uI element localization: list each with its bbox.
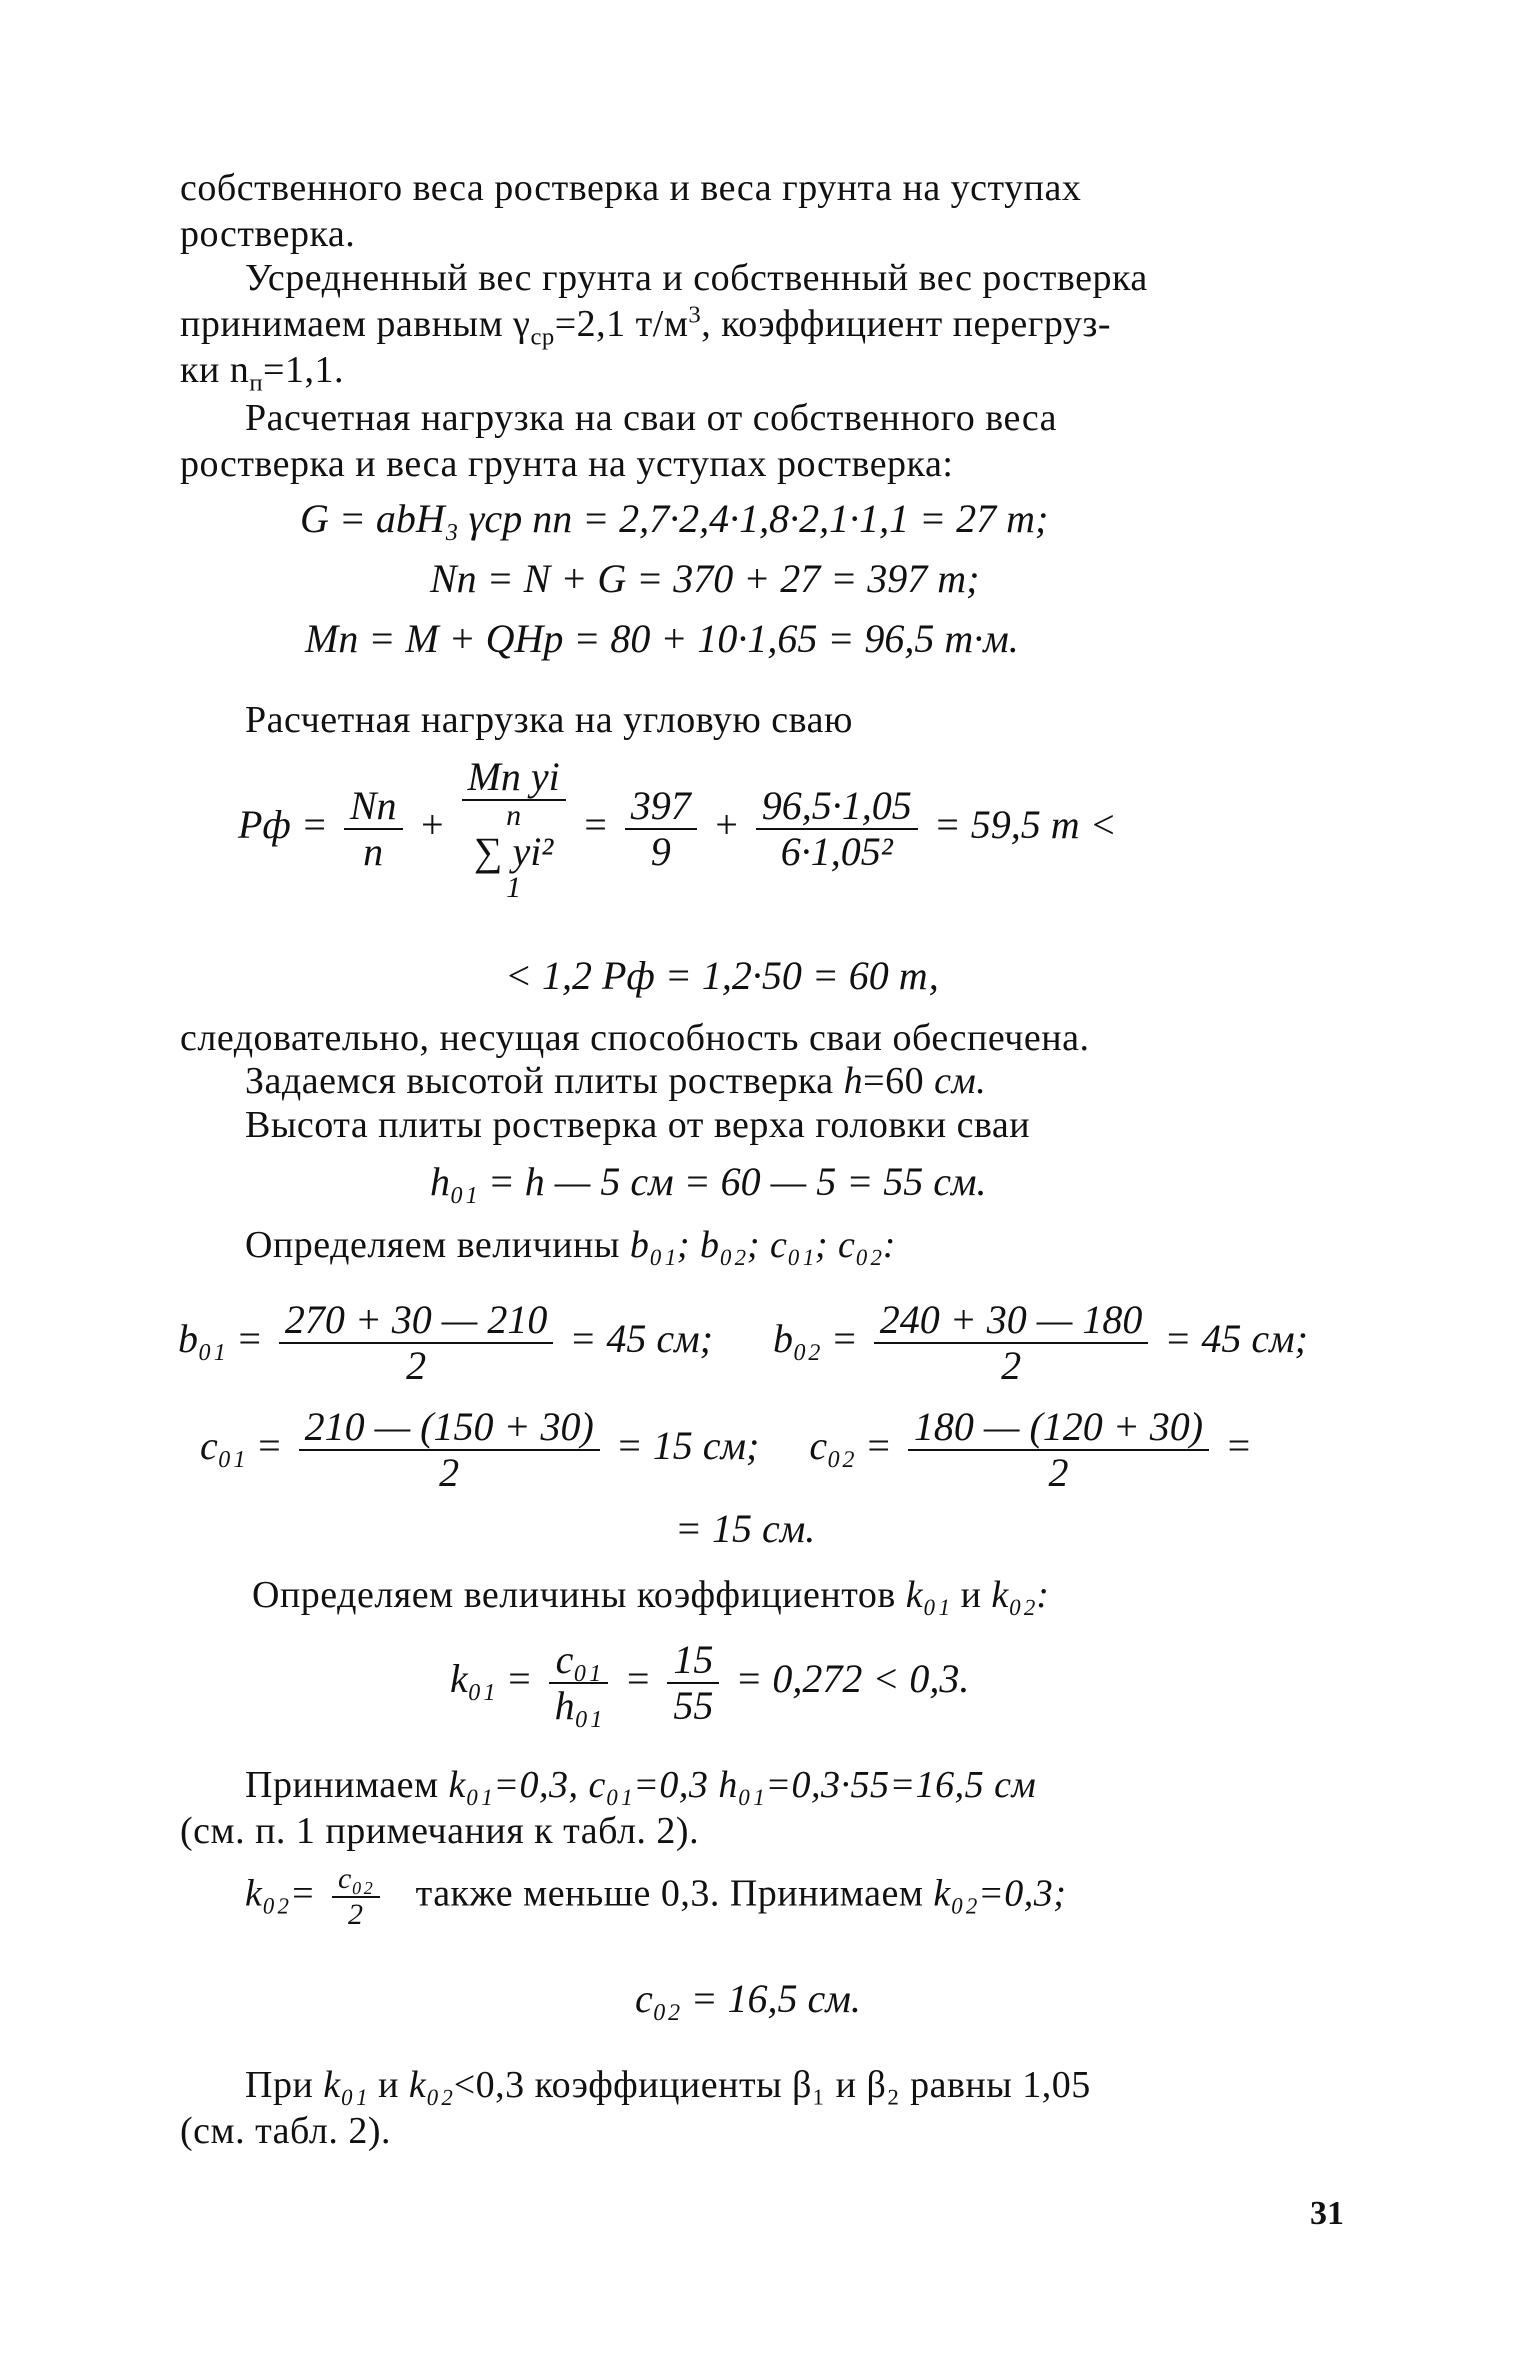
formula-part: = 45 см; [1164, 1316, 1308, 1362]
formula-part: k₀₁ = [450, 1656, 533, 1702]
paragraph-line: Усредненный вес грунта и собственный вес ростверка [245, 257, 1148, 299]
formula-part: + [712, 802, 740, 848]
subscript: ср [530, 323, 555, 351]
paragraph-line [245, 1862, 1066, 1932]
formula-part: = [581, 802, 609, 848]
numerator: 397 [625, 784, 697, 830]
formula-part: b₀₁ = [178, 1316, 263, 1362]
paragraph-line [245, 1058, 986, 1104]
sum-lower: 1 [506, 871, 522, 904]
paragraph-line: Расчетная нагрузка на угловую сваю [245, 699, 853, 741]
paragraph-line: Расчетная нагрузка на сваи от собственного веса [245, 397, 1058, 439]
fraction [908, 1405, 1209, 1495]
numerator: 15 [667, 1638, 719, 1684]
text-run: Определяем величины [245, 1224, 630, 1266]
fraction [667, 1638, 719, 1728]
fraction [279, 1298, 554, 1388]
fraction [299, 1405, 600, 1495]
text-run: k₀₂: [991, 1574, 1050, 1616]
formula-c02-continued: = 15 см. [675, 1506, 816, 1551]
text-run: и [368, 2064, 409, 2106]
formula-part: c₀₁ = [200, 1423, 283, 1469]
fraction [344, 784, 403, 874]
text-run: Задаемся высотой плиты ростверка [245, 1060, 844, 1102]
fraction [756, 784, 918, 874]
formula-G: G = abH₃ γср nп = 2,7·2,4·1,8·2,1·1,1 = 27 т; [300, 496, 1049, 541]
text-run: При [245, 2064, 324, 2106]
formula-part: + [418, 802, 446, 848]
text-run: k₀₁ [905, 1574, 951, 1616]
formula-Pf-continued: < 1,2 Pф = 1,2·50 = 60 т, [505, 953, 939, 998]
formula-b01-b02 [178, 1298, 1308, 1388]
text-run: также меньше 0,3. Принимаем [415, 1872, 934, 1915]
numerator: Nп [344, 784, 403, 830]
denominator: h₀₁ [554, 1683, 603, 1728]
text-run: <0,3 коэффициенты β₁ и β₂ равны 1,05 [453, 2064, 1091, 2106]
text-run: Принимаем [245, 1764, 449, 1806]
text-run: и [950, 1574, 992, 1616]
numerator: 96,5·1,05 [756, 784, 918, 830]
denominator: n [363, 829, 384, 874]
sum-symbol [474, 801, 553, 903]
denominator: 2 [1001, 1343, 1022, 1388]
paragraph-line [180, 301, 1111, 351]
text-run: h [843, 1060, 864, 1102]
fraction [549, 1638, 609, 1728]
paragraph-line [180, 347, 344, 397]
formula-Nn: Nп = N + G = 370 + 27 = 397 т; [430, 556, 980, 601]
numerator: c₀₁ [549, 1638, 609, 1684]
text-run: см. [934, 1060, 987, 1102]
formula-part: = 15 см; [615, 1423, 760, 1469]
text-run: ки n [180, 349, 250, 391]
sum-upper: n [506, 799, 522, 832]
page-number: 31 [1310, 2195, 1344, 2232]
formula-part: = 59,5 т < [933, 802, 1117, 848]
formula-part: = 0,272 < 0,3. [735, 1656, 970, 1702]
text-run: k₀₂=0,3; [933, 1872, 1067, 1915]
paragraph-line [252, 1572, 1049, 1618]
subscript: п [249, 369, 264, 397]
formula-part: Pф = [238, 802, 328, 848]
numerator: c₀₂ [332, 1862, 380, 1898]
text-run: k₀₁ [323, 2064, 369, 2106]
paragraph-line: ростверка. [180, 213, 356, 255]
fraction [332, 1862, 380, 1932]
text-run: k₀₂ [408, 2064, 454, 2106]
denominator: 9 [650, 829, 671, 874]
denominator: 6·1,05² [780, 829, 893, 874]
superscript: 3 [688, 301, 702, 329]
formula-Mn: Mп = M + QHр = 80 + 10·1,65 = 96,5 т·м. [305, 616, 1019, 661]
paragraph-line [245, 1222, 896, 1268]
text-run: принимаем равным γ [180, 303, 531, 345]
formula-h01: h₀₁ = h — 5 см = 60 — 5 = 55 см. [430, 1159, 987, 1204]
sum-body: ∑ yi² [473, 829, 554, 874]
formula-part: = [624, 1656, 652, 1702]
formula-Pf [238, 755, 1117, 903]
text-run: =1,1. [263, 349, 344, 391]
denominator: 2 [439, 1450, 460, 1495]
numerator: 210 — (150 + 30) [299, 1405, 600, 1451]
paragraph-line [245, 2062, 1091, 2108]
denominator: 2 [348, 1898, 364, 1931]
denominator: 55 [673, 1683, 714, 1728]
denominator: 2 [1048, 1450, 1069, 1495]
paragraph-line: следовательно, несущая способность сваи обеспечена. [180, 1017, 1090, 1059]
numerator: 270 + 30 — 210 [279, 1298, 554, 1344]
numerator: 180 — (120 + 30) [908, 1405, 1209, 1451]
formula-c02-final: c₀₂ = 16,5 см. [635, 1976, 861, 2021]
text-run: =2,1 т/м [554, 303, 689, 345]
text-run: b₀₁; b₀₂; c₀₁; c₀₂: [629, 1224, 896, 1266]
paragraph-line: ростверка и веса грунта на уступах ростверка: [180, 443, 954, 485]
text-run: =60 [863, 1060, 935, 1102]
text-run: k₀₁=0,3, c₀₁=0,3 h₀₁=0,3·55=16,5 см [448, 1764, 1037, 1806]
formula-part: b₀₂ = [772, 1316, 858, 1362]
paragraph-line [245, 1762, 1036, 1808]
paragraph-line: Высота плиты ростверка от верха головки сваи [245, 1104, 1031, 1146]
formula-part: = 45 см; [569, 1316, 713, 1362]
numerator: Mп yi [462, 755, 566, 801]
denominator [462, 801, 566, 903]
paragraph-line: собственного веса ростверка и веса грунта на уступах [180, 167, 1082, 209]
numerator: 240 + 30 — 180 [874, 1298, 1149, 1344]
formula-c01-c02 [200, 1405, 1252, 1495]
paragraph-line: (см. п. 1 примечания к табл. 2). [180, 1810, 700, 1852]
fraction [874, 1298, 1149, 1388]
formula-k01 [450, 1638, 969, 1728]
formula-part: = [1225, 1423, 1253, 1469]
fraction [462, 755, 566, 903]
formula-part: c₀₂ = [809, 1423, 892, 1469]
text-run: , коэффициент перегруз- [701, 303, 1111, 345]
text-run: k₀₂= [245, 1872, 316, 1915]
text-run: Определяем величины коэффициентов [252, 1574, 906, 1616]
fraction [625, 784, 697, 874]
denominator: 2 [406, 1343, 427, 1388]
paragraph-line: (см. табл. 2). [180, 2110, 392, 2152]
